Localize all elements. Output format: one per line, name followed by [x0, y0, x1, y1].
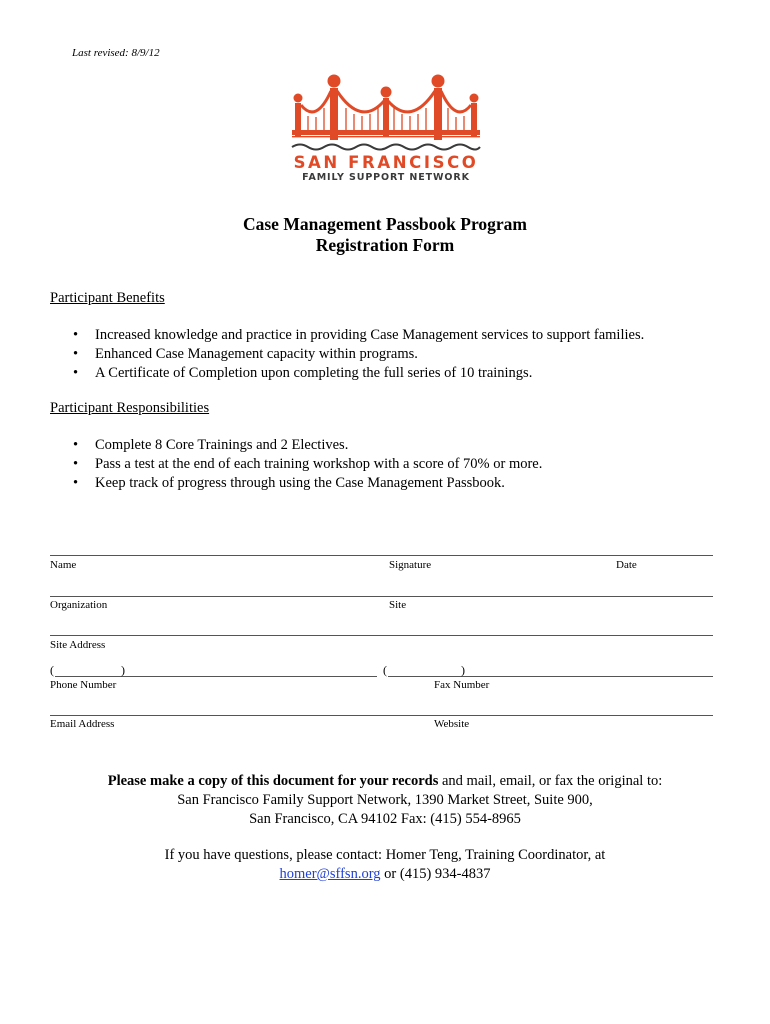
list-item: [50, 364, 644, 383]
organization-label: Organization: [50, 599, 108, 611]
organization-site-line[interactable]: [50, 596, 713, 597]
phone-area-open-paren: (: [50, 663, 54, 677]
contact-info: [0, 846, 770, 884]
contact-line-1: If you have questions, please contact: Homer Teng, Training Coordinator, at: [164, 847, 606, 863]
benefits-heading: Participant Benefits: [50, 290, 165, 306]
fax-area-open-paren: (: [383, 663, 387, 677]
date-label: Date: [616, 559, 637, 571]
instructions-line-1: [0, 772, 770, 791]
copy-notice: Please make a copy of this document for your records: [107, 773, 439, 789]
name-signature-date-line[interactable]: [50, 555, 713, 556]
contact-email-link[interactable]: homer@sffsn.org: [279, 866, 381, 882]
page-title: Case Management Passbook Program: [242, 214, 528, 234]
responsibility-text: Complete 8 Core Trainings and 2 Electives.: [95, 437, 349, 453]
bullet: •: [73, 346, 79, 362]
logo-text-san-francisco: SAN FRANCISCO: [293, 153, 479, 172]
bullet: •: [73, 475, 79, 491]
list-item: [50, 474, 542, 493]
contact-phone: or (415) 934-4837: [380, 866, 491, 882]
responsibility-text: Keep track of progress through using the Case Management Passbook.: [95, 475, 505, 491]
bullet: •: [73, 327, 79, 343]
signature-label: Signature: [389, 559, 432, 571]
benefit-text: Enhanced Case Management capacity within programs.: [95, 346, 418, 362]
mailing-address-line: San Francisco Family Support Network, 1390 Market Street, Suite 900,: [177, 792, 593, 808]
mailing-instructions: [0, 772, 770, 829]
site-label: Site: [389, 599, 407, 611]
benefits-list: [50, 326, 644, 383]
golden-gate-bridge-families-icon: [286, 72, 486, 152]
responsibilities-heading: Participant Responsibilities: [50, 400, 210, 416]
mail-instruction: and mail, email, or fax the original to:: [438, 773, 663, 789]
site-address-line[interactable]: [50, 635, 713, 636]
email-website-line[interactable]: [50, 715, 713, 716]
site-address-label: Site Address: [50, 639, 106, 651]
last-revised-date: Last revised: 8/9/12: [72, 47, 160, 59]
list-item: [50, 455, 542, 474]
fax-number-line[interactable]: [388, 676, 713, 677]
phone-area-close-paren: ): [121, 663, 125, 677]
benefit-text: Increased knowledge and practice in providing Case Management services to support families.: [95, 327, 645, 343]
phone-number-label: Phone Number: [50, 679, 117, 691]
benefit-text: A Certificate of Completion upon completing the full series of 10 trainings.: [95, 365, 533, 381]
bullet: •: [73, 437, 79, 453]
phone-number-line[interactable]: [55, 676, 377, 677]
list-item: [50, 436, 542, 455]
responsibility-text: Pass a test at the end of each training workshop with a score of 70% or more.: [95, 456, 543, 472]
contact-line-2: [0, 865, 770, 884]
list-item: [50, 326, 644, 345]
bullet: •: [73, 365, 79, 381]
email-address-label: Email Address: [50, 718, 115, 730]
bullet: •: [73, 456, 79, 472]
list-item: [50, 345, 644, 364]
sffsn-logo: [286, 72, 486, 184]
city-fax-line: San Francisco, CA 94102 Fax: (415) 554-8965: [249, 811, 521, 827]
responsibilities-list: [50, 436, 542, 493]
fax-area-close-paren: ): [461, 663, 465, 677]
fax-number-label: Fax Number: [434, 679, 490, 691]
logo-text-family-support-network: FAMILY SUPPORT NETWORK: [302, 172, 470, 183]
website-label: Website: [434, 718, 470, 730]
page-subtitle: Registration Form: [315, 235, 455, 255]
name-label: Name: [50, 559, 77, 571]
